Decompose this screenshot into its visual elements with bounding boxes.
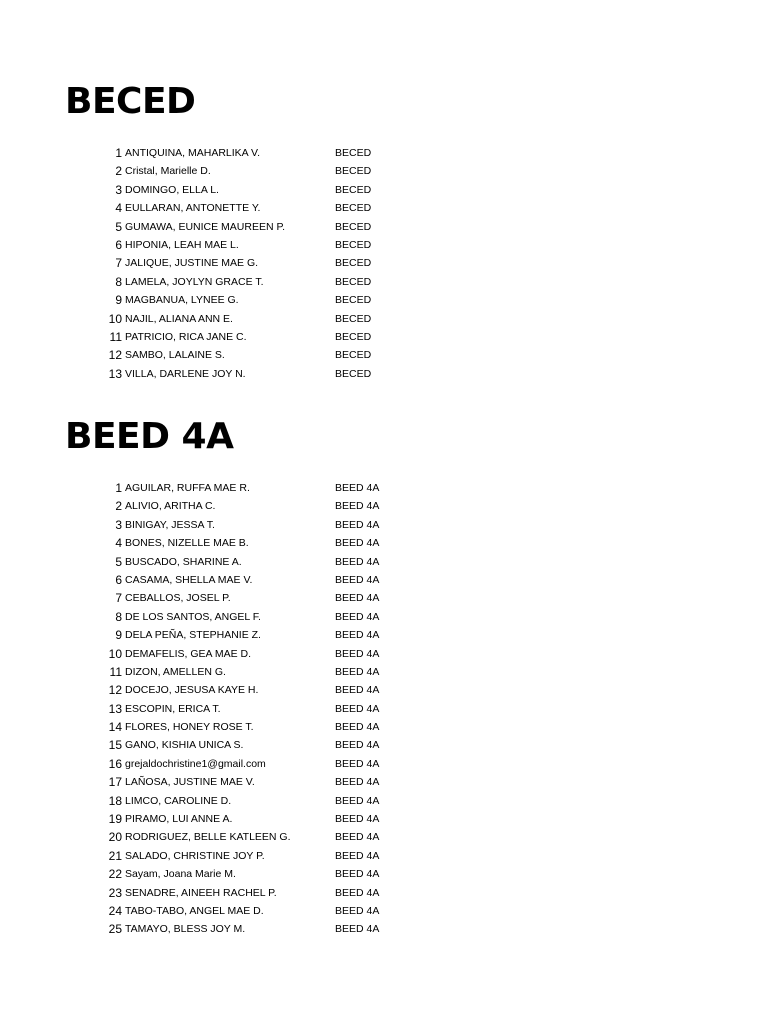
course-code: BECED	[335, 220, 372, 233]
student-name: NAJIL, ALIANA ANN E.	[125, 312, 233, 325]
row-number: 10	[108, 311, 122, 326]
row-number: 9	[115, 628, 122, 643]
table-row	[0, 626, 768, 644]
row-number: 20	[108, 830, 122, 845]
student-list	[0, 479, 768, 939]
course-code: BEED 4A	[335, 849, 380, 862]
table-row	[0, 792, 768, 810]
student-name: HIPONIA, LEAH MAE L.	[125, 238, 239, 251]
table-row	[0, 828, 768, 846]
course-code: BECED	[335, 183, 372, 196]
table-row	[0, 144, 768, 162]
row-number: 8	[115, 274, 122, 289]
course-code: BEED 4A	[335, 721, 380, 734]
course-code: BECED	[335, 312, 372, 325]
table-row	[0, 273, 768, 291]
table-row	[0, 553, 768, 571]
course-code: BEED 4A	[335, 868, 380, 881]
student-name: PATRICIO, RICA JANE C.	[125, 330, 247, 343]
table-row	[0, 310, 768, 328]
student-name: SAMBO, LALAINE S.	[125, 349, 225, 362]
table-row	[0, 571, 768, 589]
student-name: SALADO, CHRISTINE JOY P.	[125, 849, 265, 862]
course-code: BEED 4A	[335, 794, 380, 807]
table-row	[0, 236, 768, 254]
row-number: 11	[109, 664, 122, 679]
course-code: BECED	[335, 349, 372, 362]
table-row	[0, 681, 768, 699]
row-number: 16	[108, 756, 122, 771]
table-row	[0, 162, 768, 180]
course-code: BEED 4A	[335, 610, 380, 623]
table-row	[0, 884, 768, 902]
course-code: BEED 4A	[335, 665, 380, 678]
student-name: EULLARAN, ANTONETTE Y.	[125, 202, 261, 215]
table-row	[0, 920, 768, 938]
row-number: 22	[108, 867, 122, 882]
row-number: 15	[108, 738, 122, 753]
row-number: 25	[108, 922, 122, 937]
row-number: 24	[108, 903, 122, 918]
table-row	[0, 718, 768, 736]
course-code: BECED	[335, 147, 372, 159]
table-row	[0, 534, 768, 552]
table-row	[0, 497, 768, 515]
row-number: 7	[115, 256, 122, 271]
table-row	[0, 755, 768, 773]
row-number: 5	[115, 219, 122, 234]
student-name: CEBALLOS, JOSEL P.	[125, 592, 231, 605]
course-code: BEED 4A	[335, 702, 380, 715]
table-row	[0, 773, 768, 791]
course-code: BEED 4A	[335, 757, 380, 770]
course-code: BEED 4A	[335, 537, 380, 550]
student-name: DELA PEÑA, STEPHANIE Z.	[125, 629, 261, 642]
table-row	[0, 645, 768, 663]
table-row	[0, 254, 768, 272]
student-name: LAMELA, JOYLYN GRACE T.	[125, 275, 264, 288]
row-number: 1	[115, 481, 122, 495]
student-name: TAMAYO, BLESS JOY M.	[125, 923, 246, 936]
row-number: 6	[115, 237, 122, 252]
row-number: 3	[115, 517, 122, 532]
student-name: AGUILAR, RUFFA MAE R.	[125, 482, 250, 494]
section-title: BEED 4A	[65, 416, 234, 457]
row-number: 13	[108, 701, 122, 716]
course-code: BEED 4A	[335, 831, 380, 844]
row-number: 8	[115, 609, 122, 624]
table-row	[0, 700, 768, 718]
row-number: 3	[115, 182, 122, 197]
student-name: ANTIQUINA, MAHARLIKA V.	[125, 147, 260, 159]
student-name: GANO, KISHIA UNICA S.	[125, 739, 244, 752]
student-name: MAGBANUA, LYNEE G.	[125, 294, 239, 307]
row-number: 18	[108, 793, 122, 808]
student-name: DEMAFELIS, GEA MAE D.	[125, 647, 252, 660]
student-name: BINIGAY, JESSA T.	[125, 518, 215, 531]
student-name: DIZON, AMELLEN G.	[125, 665, 226, 678]
row-number: 2	[115, 499, 122, 514]
row-number: 12	[108, 683, 122, 698]
course-code: BECED	[335, 275, 372, 288]
student-name: FLORES, HONEY ROSE T.	[125, 721, 254, 734]
student-name: CASAMA, SHELLA MAE V.	[125, 573, 253, 586]
course-code: BECED	[335, 257, 372, 270]
course-code: BECED	[335, 165, 372, 178]
student-name: ALIVIO, ARITHA C.	[125, 500, 216, 513]
table-row	[0, 516, 768, 534]
course-code: BECED	[335, 367, 372, 380]
student-name: TABO-TABO, ANGEL MAE D.	[125, 904, 264, 917]
student-name: DOMINGO, ELLA L.	[125, 183, 219, 196]
course-code: BEED 4A	[335, 813, 380, 826]
row-number: 11	[109, 329, 122, 344]
course-code: BEED 4A	[335, 886, 380, 899]
row-number: 2	[115, 164, 122, 179]
table-row	[0, 479, 768, 497]
row-number: 5	[115, 554, 122, 569]
row-number: 13	[108, 366, 122, 381]
course-code: BEED 4A	[335, 592, 380, 605]
student-name: BUSCADO, SHARINE A.	[125, 555, 242, 568]
row-number: 1	[115, 146, 122, 160]
table-row	[0, 865, 768, 883]
course-code: BEED 4A	[335, 739, 380, 752]
course-code: BECED	[335, 238, 372, 251]
row-number: 6	[115, 572, 122, 587]
student-name: GUMAWA, EUNICE MAUREEN P.	[125, 220, 286, 233]
course-code: BEED 4A	[335, 629, 380, 642]
student-name: RODRIGUEZ, BELLE KATLEEN G.	[125, 831, 291, 844]
table-row	[0, 181, 768, 199]
student-name: PIRAMO, LUI ANNE A.	[125, 813, 233, 826]
student-list	[0, 144, 768, 383]
row-number: 4	[115, 201, 122, 216]
row-number: 19	[108, 812, 122, 827]
section-title: BECED	[65, 81, 196, 122]
row-number: 14	[108, 720, 122, 735]
student-name: SENADRE, AINEEH RACHEL P.	[125, 886, 277, 899]
table-row	[0, 328, 768, 346]
table-row	[0, 736, 768, 754]
course-code: BEED 4A	[335, 904, 380, 917]
table-row	[0, 199, 768, 217]
course-code: BEED 4A	[335, 482, 380, 494]
table-row	[0, 291, 768, 309]
student-name: DE LOS SANTOS, ANGEL F.	[125, 610, 261, 623]
row-number: 23	[108, 885, 122, 900]
course-code: BECED	[335, 294, 372, 307]
student-name: JALIQUE, JUSTINE MAE G.	[125, 257, 259, 270]
table-row	[0, 346, 768, 364]
table-row	[0, 608, 768, 626]
row-number: 7	[115, 591, 122, 606]
course-code: BEED 4A	[335, 923, 380, 936]
table-row	[0, 589, 768, 607]
student-name: Cristal, Marielle D.	[125, 165, 211, 178]
row-number: 10	[108, 646, 122, 661]
student-name: VILLA, DARLENE JOY N.	[125, 367, 246, 380]
student-name: BONES, NIZELLE MAE B.	[125, 537, 249, 550]
table-row	[0, 218, 768, 236]
student-name: DOCEJO, JESUSA KAYE H.	[125, 684, 259, 697]
course-code: BEED 4A	[335, 573, 380, 586]
student-name: LIMCO, CAROLINE D.	[125, 794, 232, 807]
student-name: ESCOPIN, ERICA T.	[125, 702, 221, 715]
course-code: BECED	[335, 202, 372, 215]
student-name: grejaldochristine1@gmail.com	[125, 757, 266, 770]
row-number: 12	[108, 348, 122, 363]
table-row	[0, 902, 768, 920]
table-row	[0, 663, 768, 681]
course-code: BEED 4A	[335, 555, 380, 568]
row-number: 4	[115, 536, 122, 551]
student-name: LAÑOSA, JUSTINE MAE V.	[125, 776, 255, 789]
row-number: 17	[108, 775, 122, 790]
course-code: BECED	[335, 330, 372, 343]
course-code: BEED 4A	[335, 684, 380, 697]
row-number: 9	[115, 293, 122, 308]
course-code: BEED 4A	[335, 518, 380, 531]
course-code: BEED 4A	[335, 500, 380, 513]
table-row	[0, 365, 768, 383]
course-code: BEED 4A	[335, 776, 380, 789]
table-row	[0, 810, 768, 828]
course-code: BEED 4A	[335, 647, 380, 660]
table-row	[0, 847, 768, 865]
student-name: Sayam, Joana Marie M.	[125, 868, 236, 881]
row-number: 21	[108, 848, 122, 863]
